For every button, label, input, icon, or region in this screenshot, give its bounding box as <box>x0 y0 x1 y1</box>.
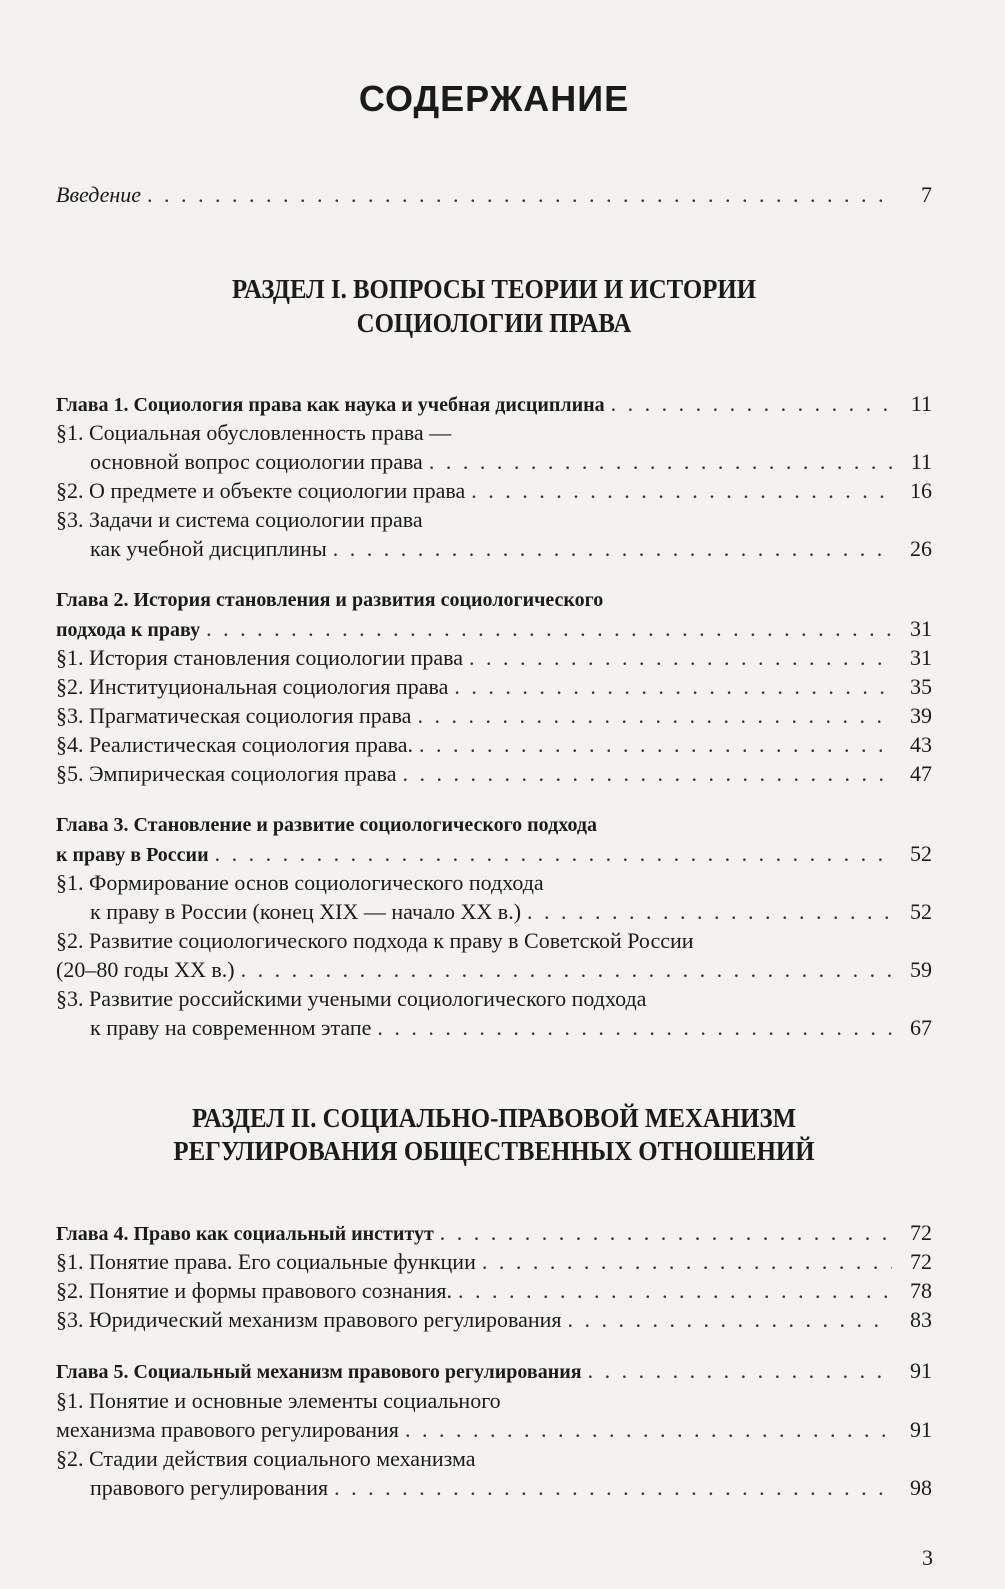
paragraph-title: §1. Социальная обусловленность права — <box>56 420 452 445</box>
dot-leader <box>215 839 892 869</box>
toc-chapter-1 <box>56 389 932 419</box>
toc-chapter-2 <box>56 614 932 644</box>
chapter-title: Глава 3. Становление и развитие социологического подхода <box>56 814 598 836</box>
paragraph-title: §2. Стадии действия социального механизма <box>56 1446 476 1471</box>
paragraph-title: (20–80 годы XX в.) <box>56 957 235 982</box>
paragraph-title: §3. Задачи и система социологии права <box>56 507 423 532</box>
dot-leader <box>458 1276 892 1306</box>
toc-page-number: 39 <box>910 703 932 728</box>
paragraph-title: §2. Развитие социологического подхода к праву в Советской России <box>56 928 694 953</box>
dot-leader <box>147 180 892 210</box>
dot-leader <box>402 759 892 789</box>
toc-page-number: 59 <box>910 957 932 982</box>
paragraph-title: §2. Институциональная социология права <box>56 674 449 699</box>
toc-page-number: 43 <box>910 732 932 757</box>
toc-chapter-3 <box>56 839 932 869</box>
section-heading-2-line1: РАЗДЕЛ II. СОЦИАЛЬНО-ПРАВОВОЙ МЕХАНИЗМ <box>191 1103 797 1133</box>
chapter-title: Глава 5. Социальный механизм правового регулирования <box>56 1361 582 1383</box>
chapter-title: Глава 1. Социология права как наука и учебная дисциплина <box>56 394 605 416</box>
paragraph-title: к праву в России (конец XIX — начало XX в.) <box>90 899 522 924</box>
toc-paragraph-line <box>56 1386 932 1416</box>
toc-paragraph <box>56 447 932 477</box>
toc-paragraph <box>56 759 932 789</box>
toc-page-number: 52 <box>910 841 932 866</box>
toc-entry-intro <box>56 180 932 210</box>
section-heading-1-line2: СОЦИОЛОГИИ ПРАВА <box>356 308 632 338</box>
paragraph-title: §2. Понятие и формы правового сознания. <box>56 1278 452 1303</box>
toc-paragraph <box>56 1247 932 1277</box>
dot-leader <box>334 1473 892 1503</box>
paragraph-title: §1. Понятие права. Его социальные функции <box>56 1249 476 1274</box>
paragraph-title: §4. Реалистическая социология права. <box>56 732 414 757</box>
toc-page-number: 91 <box>910 1417 932 1442</box>
dot-leader <box>482 1247 892 1277</box>
toc-paragraph-line <box>56 418 932 448</box>
toc-page-number: 7 <box>921 182 932 207</box>
page-number: 3 <box>922 1545 933 1570</box>
dot-leader <box>568 1305 892 1335</box>
chapter-title: к праву в России <box>56 844 209 866</box>
dot-leader <box>377 1013 892 1043</box>
dot-leader <box>527 897 892 927</box>
toc-paragraph <box>56 1276 932 1306</box>
toc-paragraph <box>56 730 932 760</box>
dot-leader <box>454 672 892 702</box>
toc-page-number: 16 <box>910 478 932 503</box>
toc-paragraph <box>56 643 932 673</box>
dot-leader <box>440 1218 892 1248</box>
dot-leader <box>429 447 892 477</box>
paragraph-title: §3. Развитие российскими учеными социологического подхода <box>56 986 647 1011</box>
toc-entry-label: Введение <box>56 182 142 207</box>
toc-page-number: 11 <box>910 449 932 474</box>
toc-page-number: 11 <box>910 391 932 416</box>
paragraph-title: §3. Прагматическая социология права <box>56 703 412 728</box>
paragraph-title: как учебной дисциплины <box>90 536 327 561</box>
paragraph-title: §5. Эмпирическая социология права <box>56 761 397 786</box>
dot-leader <box>471 476 892 506</box>
section-heading-2-line2: РЕГУЛИРОВАНИЯ ОБЩЕСТВЕННЫХ ОТНОШЕНИЙ <box>173 1136 815 1166</box>
toc-page-number: 72 <box>910 1249 932 1274</box>
dot-leader <box>611 389 892 419</box>
paragraph-title: §1. Формирование основ социологического подхода <box>56 870 544 895</box>
paragraph-title: §1. Понятие и основные элементы социального <box>56 1388 501 1413</box>
toc-paragraph-line <box>56 984 932 1014</box>
toc-paragraph <box>56 672 932 702</box>
dot-leader <box>405 1415 892 1445</box>
paragraph-title: §2. О предмете и объекте социологии права <box>56 478 466 503</box>
paragraph-title: основной вопрос социологии права <box>90 449 423 474</box>
toc-page-number: 98 <box>910 1475 932 1500</box>
toc-paragraph-line <box>56 1444 932 1474</box>
dot-leader <box>419 730 892 760</box>
toc-page-number: 91 <box>910 1358 932 1383</box>
dot-leader <box>417 701 892 731</box>
toc-chapter-5 <box>56 1356 932 1386</box>
dot-leader <box>241 955 892 985</box>
toc-chapter-4 <box>56 1218 932 1248</box>
toc-paragraph-line <box>56 868 932 898</box>
toc-paragraph-line <box>56 926 932 956</box>
toc-paragraph <box>56 1305 932 1335</box>
dot-leader <box>588 1356 892 1386</box>
paragraph-title: механизма правового регулирования <box>56 1417 399 1442</box>
toc-page-number: 35 <box>910 674 932 699</box>
toc-page-number: 72 <box>910 1220 932 1245</box>
chapter-title: подхода к праву <box>56 619 201 641</box>
paragraph-title: §1. История становления социологии права <box>56 645 464 670</box>
section-heading-1-line1: РАЗДЕЛ I. ВОПРОСЫ ТЕОРИИ И ИСТОРИИ <box>231 274 757 304</box>
chapter-title: Глава 4. Право как социальный институт <box>56 1223 434 1245</box>
toc-page-number: 78 <box>910 1278 932 1303</box>
toc-paragraph <box>56 476 932 506</box>
toc-page-number: 31 <box>910 645 932 670</box>
toc-page-number: 67 <box>910 1015 932 1040</box>
toc-chapter-3-line <box>56 810 932 840</box>
toc-paragraph <box>56 534 932 564</box>
toc-page-number: 83 <box>910 1307 932 1332</box>
paragraph-title: правового регулирования <box>90 1475 329 1500</box>
dot-leader <box>206 614 892 644</box>
dot-leader <box>333 534 892 564</box>
toc-paragraph <box>56 1415 932 1445</box>
toc-page-number: 52 <box>910 899 932 924</box>
toc-paragraph <box>56 1473 932 1503</box>
chapter-title: Глава 2. История становления и развития социологического <box>56 589 604 611</box>
paragraph-title: §3. Юридический механизм правового регулирования <box>56 1307 562 1332</box>
paragraph-title: к праву на современном этапе <box>90 1015 372 1040</box>
toc-page-number: 47 <box>910 761 932 786</box>
toc-paragraph <box>56 897 932 927</box>
toc-paragraph-line <box>56 505 932 535</box>
toc-paragraph <box>56 955 932 985</box>
toc-page-number: 31 <box>910 616 932 641</box>
toc-paragraph <box>56 701 932 731</box>
toc-page-number: 26 <box>910 536 932 561</box>
toc-chapter-2-line <box>56 585 932 615</box>
page-title: СОДЕРЖАНИЕ <box>358 78 630 119</box>
dot-leader <box>469 643 892 673</box>
toc-paragraph <box>56 1013 932 1043</box>
